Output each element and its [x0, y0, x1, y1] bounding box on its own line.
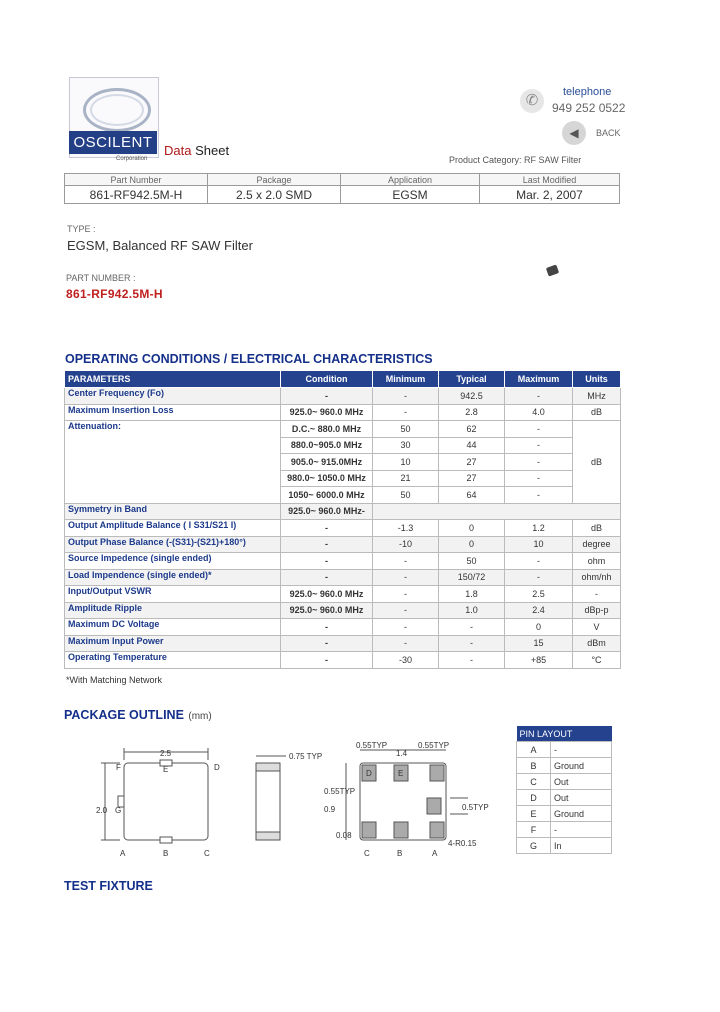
cell: -	[373, 635, 439, 652]
table-row	[65, 536, 621, 553]
param-name: Input/Output VSWR	[65, 586, 281, 603]
cell: -	[281, 619, 373, 636]
table-row	[517, 758, 612, 774]
cell: degree	[573, 536, 621, 553]
pin-c-label: C	[204, 849, 210, 858]
cell: 10	[373, 454, 439, 471]
cell: 0	[505, 619, 573, 636]
table-row	[65, 421, 621, 438]
cell: -	[573, 586, 621, 603]
telephone-number[interactable]: 949 252 0522	[552, 101, 626, 115]
dim-thickness: 0.75 TYP	[289, 752, 323, 761]
cell: -	[373, 586, 439, 603]
dim-radius: 4-R0.15	[448, 839, 477, 848]
pin-a-bottom-label: A	[432, 849, 438, 858]
cell: -	[373, 602, 439, 619]
back-arrow-icon[interactable]: ◀	[562, 121, 586, 145]
cell: 0	[439, 520, 505, 537]
cell: -	[505, 454, 573, 471]
pin-g-label: G	[115, 806, 122, 815]
cell: -	[281, 536, 373, 553]
summary-header: Last Modified	[480, 174, 620, 186]
cell: 150/72	[439, 569, 505, 586]
cell: 4.0	[505, 404, 573, 421]
pin-function: Out	[551, 774, 612, 790]
param-name: Maximum DC Voltage	[65, 619, 281, 636]
param-name: Amplitude Ripple	[65, 602, 281, 619]
page-title	[164, 143, 229, 158]
summary-header: Application	[341, 174, 480, 186]
cell: 2.8	[439, 404, 505, 421]
table-row	[65, 503, 621, 520]
summary-header: Package	[208, 174, 341, 186]
characteristics-title: OPERATING CONDITIONS / ELECTRICAL CHARACTERISTICS	[65, 352, 433, 366]
cell: dBp-p	[573, 602, 621, 619]
cell: -30	[373, 652, 439, 669]
cell: 27	[439, 454, 505, 471]
param-name: Source Impedence (single ended)	[65, 553, 281, 570]
cell: -	[373, 388, 439, 405]
cell: -	[505, 569, 573, 586]
pin-function: In	[551, 838, 612, 854]
cell: -	[373, 553, 439, 570]
part-number-value: 861-RF942.5M-H	[66, 287, 163, 301]
cell: 925.0~ 960.0 MHz-	[281, 503, 373, 520]
summary-value: 861-RF942.5M-H	[65, 186, 208, 204]
pin-letter: G	[517, 838, 551, 854]
title-word-1: Data	[164, 143, 192, 158]
cell: 21	[373, 470, 439, 487]
param-name: Attenuation:	[65, 421, 281, 504]
cell: 44	[439, 437, 505, 454]
cell: 1.0	[439, 602, 505, 619]
pin-function: -	[551, 822, 612, 838]
type-value: EGSM, Balanced RF SAW Filter	[67, 238, 253, 253]
cell: dB	[573, 520, 621, 537]
cell: 925.0~ 960.0 MHz	[281, 586, 373, 603]
param-name: Operating Temperature	[65, 652, 281, 669]
product-category: Product Category: RF SAW Filter	[449, 155, 582, 165]
cell: -	[505, 553, 573, 570]
cell: dBm	[573, 635, 621, 652]
table-row	[517, 742, 612, 758]
table-row	[65, 635, 621, 652]
cell: 1.8	[439, 586, 505, 603]
table-row	[517, 790, 612, 806]
logo-text: OSCILENT	[69, 131, 157, 154]
cell: 925.0~ 960.0 MHz	[281, 404, 373, 421]
logo-subtitle: Corporation	[116, 156, 148, 162]
param-name: Load Impendence (single ended)*	[65, 569, 281, 586]
title-word-2: Sheet	[195, 143, 230, 158]
cell: 925.0~ 960.0 MHz	[281, 602, 373, 619]
param-name: Center Frequency (Fo)	[65, 388, 281, 405]
table-row	[517, 822, 612, 838]
pin-letter: F	[517, 822, 551, 838]
pin-letter: E	[517, 806, 551, 822]
package-unit: (mm)	[188, 711, 212, 722]
table-row	[65, 619, 621, 636]
column-header: Units	[573, 371, 621, 388]
pin-function: Ground	[551, 806, 612, 822]
table-row	[65, 520, 621, 537]
cell: -	[281, 569, 373, 586]
column-header: Maximum	[505, 371, 573, 388]
summary-header: Part Number	[65, 174, 208, 186]
pin-letter: C	[517, 774, 551, 790]
dim-height: 2.0	[96, 806, 108, 815]
cell: -	[373, 619, 439, 636]
dim-pad-vertical: 0.5TYP	[462, 803, 489, 812]
pin-letter: D	[517, 790, 551, 806]
pin-f-label: F	[116, 763, 121, 772]
pin-layout-title: PIN LAYOUT	[517, 726, 612, 742]
cell: -	[281, 520, 373, 537]
dim-side-2: 0.55TYP	[324, 787, 356, 796]
package-drawing	[90, 738, 500, 863]
table-row	[65, 569, 621, 586]
cell: 2.5	[505, 586, 573, 603]
cell: 905.0~ 915.0MHz	[281, 454, 373, 471]
column-header: PARAMETERS	[65, 371, 281, 388]
param-name: Output Phase Balance (-(S31)-(S21)+180°)	[65, 536, 281, 553]
pin-b-label: B	[163, 849, 169, 858]
cell: -	[505, 421, 573, 438]
table-row	[517, 774, 612, 790]
pin-d-bottom-label: D	[366, 769, 372, 778]
cell: ohm	[573, 553, 621, 570]
pin-function: Ground	[551, 758, 612, 774]
cell: 0	[439, 536, 505, 553]
column-header: Minimum	[373, 371, 439, 388]
cell: 1.2	[505, 520, 573, 537]
dim-bottom: 0.08	[336, 831, 352, 840]
back-link[interactable]: BACK	[596, 128, 621, 138]
pin-function: Out	[551, 790, 612, 806]
pin-layout-table	[516, 726, 612, 854]
param-name: Output Amplitude Balance ( I S31/S21 I)	[65, 520, 281, 537]
table-row	[65, 586, 621, 603]
logo-ring-inner-icon	[90, 94, 144, 126]
summary-value: Mar. 2, 2007	[480, 186, 620, 204]
cell: 50	[373, 421, 439, 438]
test-fixture-title: TEST FIXTURE	[64, 879, 153, 893]
param-name: Maximum Input Power	[65, 635, 281, 652]
cell: -	[281, 652, 373, 669]
pin-e-label: E	[163, 765, 169, 774]
param-name: Maximum Insertion Loss	[65, 404, 281, 421]
table-row	[517, 838, 612, 854]
pin-e-bottom-label: E	[398, 769, 404, 778]
cell: -10	[373, 536, 439, 553]
pin-d-label: D	[214, 763, 220, 772]
summary-value: EGSM	[341, 186, 480, 204]
cell: 64	[439, 487, 505, 504]
cell: -	[439, 652, 505, 669]
type-label: TYPE :	[67, 224, 96, 234]
summary-table	[64, 173, 620, 204]
matching-network-note: *With Matching Network	[66, 675, 163, 685]
column-header: Condition	[281, 371, 373, 388]
telephone-label: telephone	[563, 86, 612, 98]
cell: 10	[505, 536, 573, 553]
package-outline-heading	[64, 706, 212, 724]
summary-value: 2.5 x 2.0 SMD	[208, 186, 341, 204]
characteristics-table	[64, 370, 621, 669]
cell: -	[505, 470, 573, 487]
cell: D.C.~ 880.0 MHz	[281, 421, 373, 438]
table-row	[65, 652, 621, 669]
cell: dB	[573, 404, 621, 421]
table-row	[65, 602, 621, 619]
cell: -	[505, 487, 573, 504]
cell: V	[573, 619, 621, 636]
cell	[373, 503, 621, 520]
cell: -	[439, 619, 505, 636]
chip-icon	[546, 264, 559, 276]
cell: 50	[373, 487, 439, 504]
pin-c-bottom-label: C	[364, 849, 370, 858]
cell: -	[505, 388, 573, 405]
cell: 62	[439, 421, 505, 438]
cell: dB	[573, 421, 621, 504]
cell: 27	[439, 470, 505, 487]
dim-side-1: 0.9	[324, 805, 336, 814]
cell: 15	[505, 635, 573, 652]
part-number-label: PART NUMBER :	[66, 273, 136, 283]
pin-letter: B	[517, 758, 551, 774]
cell: 942.5	[439, 388, 505, 405]
cell: 30	[373, 437, 439, 454]
column-header: Typical	[439, 371, 505, 388]
pin-function: -	[551, 742, 612, 758]
cell: 2.4	[505, 602, 573, 619]
cell: -	[505, 437, 573, 454]
cell: 880.0~905.0 MHz	[281, 437, 373, 454]
cell: ohm/nh	[573, 569, 621, 586]
cell: -	[281, 635, 373, 652]
table-row	[65, 553, 621, 570]
table-row	[65, 388, 621, 405]
cell: -	[373, 404, 439, 421]
side-view	[256, 756, 286, 840]
cell: -	[281, 553, 373, 570]
pin-b-bottom-label: B	[397, 849, 403, 858]
dim-pad-gap-2: 0.55TYP	[418, 741, 450, 750]
cell: °C	[573, 652, 621, 669]
cell: -	[439, 635, 505, 652]
bottom-view	[346, 750, 468, 840]
dim-width: 2.5	[160, 749, 172, 758]
cell: MHz	[573, 388, 621, 405]
cell: +85	[505, 652, 573, 669]
param-name: Symmetry in Band	[65, 503, 281, 520]
cell: 1050~ 6000.0 MHz	[281, 487, 373, 504]
cell: 980.0~ 1050.0 MHz	[281, 470, 373, 487]
dim-pitch: 1.4	[396, 749, 408, 758]
table-row	[517, 806, 612, 822]
dim-pad-gap-1: 0.55TYP	[356, 741, 388, 750]
table-row	[65, 404, 621, 421]
cell: -	[373, 569, 439, 586]
package-outline-title: PACKAGE OUTLINE	[64, 708, 184, 722]
pin-letter: A	[517, 742, 551, 758]
pin-a-label: A	[120, 849, 126, 858]
cell: -1.3	[373, 520, 439, 537]
phone-icon: ✆	[520, 89, 544, 113]
cell: 50	[439, 553, 505, 570]
cell: -	[281, 388, 373, 405]
